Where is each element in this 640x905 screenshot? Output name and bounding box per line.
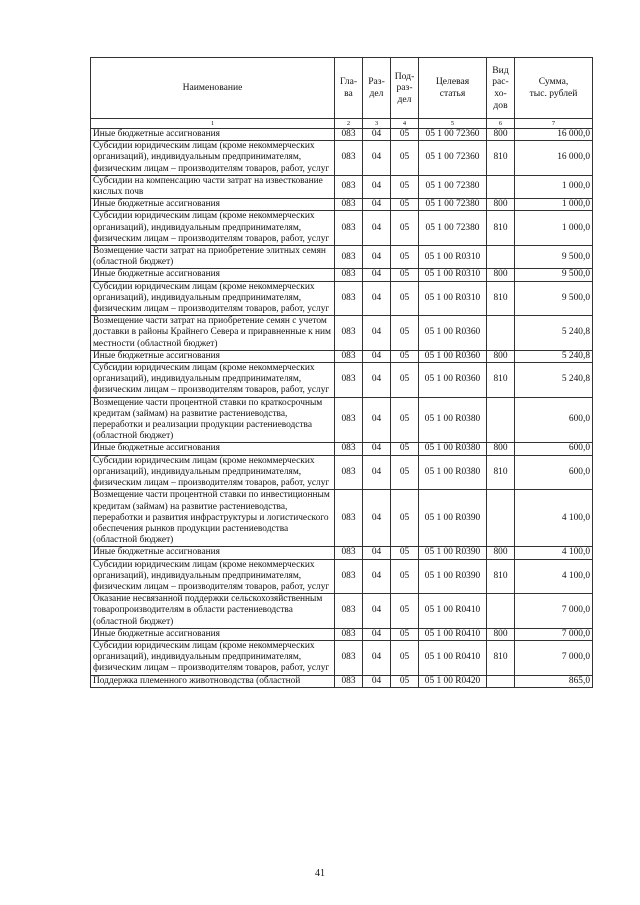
cell-name: Иные бюджетные ассигнования xyxy=(91,350,335,362)
cell-expense-type: 800 xyxy=(487,269,515,281)
cell-sum: 600,0 xyxy=(515,443,593,455)
cell-podrazdel: 05 xyxy=(391,443,419,455)
cell-sum: 600,0 xyxy=(515,397,593,443)
cell-glava: 083 xyxy=(335,547,363,559)
cell-podrazdel: 05 xyxy=(391,547,419,559)
cell-podrazdel: 05 xyxy=(391,246,419,269)
cell-sum: 4 100,0 xyxy=(515,547,593,559)
cell-podrazdel: 05 xyxy=(391,455,419,490)
cell-name: Субсидии юридическим лицам (кроме некоммерческих организаций), индивидуальным предпринимателям, физическим лицам – производителям товаров, работ, услуг xyxy=(91,363,335,398)
header-target-article: Целевая статья xyxy=(419,58,487,119)
cell-expense-type xyxy=(487,675,515,687)
cell-glava: 083 xyxy=(335,281,363,316)
cell-name: Субсидии юридическим лицам (кроме некоммерческих организаций), индивидуальным предпринимателям, физическим лицам – производителям товаров, работ, услуг xyxy=(91,455,335,490)
cell-glava: 083 xyxy=(335,141,363,176)
cell-name: Возмещение части затрат на приобретение семян с учетом доставки в районы Крайнего Севера и приравненные к ним местности (областной бюджет) xyxy=(91,316,335,351)
cell-expense-type: 810 xyxy=(487,211,515,246)
cell-target-article: 05 1 00 R0410 xyxy=(419,640,487,675)
cell-expense-type: 810 xyxy=(487,141,515,176)
cell-expense-type: 810 xyxy=(487,640,515,675)
cell-glava: 083 xyxy=(335,628,363,640)
cell-razdel: 04 xyxy=(363,211,391,246)
cell-expense-type: 810 xyxy=(487,363,515,398)
table-row xyxy=(91,199,593,211)
cell-sum: 5 240,8 xyxy=(515,350,593,362)
cell-sum: 4 100,0 xyxy=(515,490,593,547)
cell-target-article: 05 1 00 72360 xyxy=(419,141,487,176)
cell-razdel: 04 xyxy=(363,350,391,362)
table-row xyxy=(91,455,593,490)
cell-name: Возмещение части процентной ставки по краткосрочным кредитам (займам) на развитие растениеводства, переработки и реализации продукции растениеводства (областной бюджет) xyxy=(91,397,335,443)
cell-name: Возмещение части процентной ставки по инвестиционным кредитам (займам) на развитие растениеводства, переработки и развития инфраструктуры и логистического обеспечения рынков продукции растениеводства (областной бюджет) xyxy=(91,490,335,547)
cell-razdel: 04 xyxy=(363,175,391,198)
cell-name: Субсидии юридическим лицам (кроме некоммерческих организаций), индивидуальным предпринимателям, физическим лицам – производителям товаров, работ, услуг xyxy=(91,640,335,675)
header-razdel: Раз- дел xyxy=(363,58,391,119)
cell-name: Иные бюджетные ассигнования xyxy=(91,547,335,559)
cell-podrazdel: 05 xyxy=(391,175,419,198)
cell-glava: 083 xyxy=(335,129,363,141)
cell-podrazdel: 05 xyxy=(391,675,419,687)
cell-sum: 1 000,0 xyxy=(515,211,593,246)
cell-podrazdel: 05 xyxy=(391,363,419,398)
table-row xyxy=(91,640,593,675)
page-number: 41 xyxy=(315,868,325,879)
cell-name: Возмещение части затрат на приобретение элитных семян (областной бюджет) xyxy=(91,246,335,269)
cell-target-article: 05 1 00 R0380 xyxy=(419,455,487,490)
column-number-row xyxy=(91,119,593,129)
cell-name: Субсидии юридическим лицам (кроме некоммерческих организаций), индивидуальным предпринимателям, физическим лицам – производителям товаров, работ, услуг xyxy=(91,281,335,316)
cell-target-article: 05 1 00 72380 xyxy=(419,175,487,198)
cell-name: Иные бюджетные ассигнования xyxy=(91,628,335,640)
cell-glava: 083 xyxy=(335,269,363,281)
cell-target-article: 05 1 00 72380 xyxy=(419,199,487,211)
cell-name: Поддержка племенного животноводства (областной xyxy=(91,675,335,687)
cell-expense-type xyxy=(487,316,515,351)
cell-razdel: 04 xyxy=(363,675,391,687)
table-body xyxy=(91,129,593,688)
cell-target-article: 05 1 00 R0310 xyxy=(419,281,487,316)
table-row xyxy=(91,281,593,316)
table-row xyxy=(91,594,593,629)
table-row xyxy=(91,246,593,269)
header-sum: Сумма, тыс. рублей xyxy=(515,58,593,119)
cell-podrazdel: 05 xyxy=(391,141,419,176)
cell-podrazdel: 05 xyxy=(391,628,419,640)
cell-glava: 083 xyxy=(335,211,363,246)
cell-sum: 5 240,8 xyxy=(515,316,593,351)
cell-expense-type xyxy=(487,175,515,198)
cell-name: Субсидии на компенсацию части затрат на известкование кислых почв xyxy=(91,175,335,198)
cell-target-article: 05 1 00 R0360 xyxy=(419,316,487,351)
cell-razdel: 04 xyxy=(363,199,391,211)
cell-razdel: 04 xyxy=(363,455,391,490)
table-row xyxy=(91,559,593,594)
cell-sum: 865,0 xyxy=(515,675,593,687)
table-row xyxy=(91,211,593,246)
column-number: 5 xyxy=(419,119,487,129)
cell-target-article: 05 1 00 R0360 xyxy=(419,350,487,362)
column-number: 7 xyxy=(515,119,593,129)
cell-razdel: 04 xyxy=(363,246,391,269)
cell-name: Оказание несвязанной поддержки сельскохозяйственным товаропроизводителям в области растениеводства (областной бюджет) xyxy=(91,594,335,629)
cell-glava: 083 xyxy=(335,246,363,269)
cell-podrazdel: 05 xyxy=(391,199,419,211)
cell-sum: 1 000,0 xyxy=(515,199,593,211)
cell-sum: 1 000,0 xyxy=(515,175,593,198)
cell-sum: 5 240,8 xyxy=(515,363,593,398)
table-row xyxy=(91,363,593,398)
cell-sum: 9 500,0 xyxy=(515,246,593,269)
cell-target-article: 05 1 00 R0310 xyxy=(419,269,487,281)
cell-sum: 16 000,0 xyxy=(515,141,593,176)
budget-table xyxy=(90,57,593,688)
cell-podrazdel: 05 xyxy=(391,281,419,316)
cell-podrazdel: 05 xyxy=(391,211,419,246)
column-number: 4 xyxy=(391,119,419,129)
cell-glava: 083 xyxy=(335,175,363,198)
table-row xyxy=(91,175,593,198)
cell-expense-type: 810 xyxy=(487,559,515,594)
cell-target-article: 05 1 00 R0380 xyxy=(419,443,487,455)
cell-name: Иные бюджетные ассигнования xyxy=(91,443,335,455)
cell-podrazdel: 05 xyxy=(391,594,419,629)
cell-glava: 083 xyxy=(335,594,363,629)
cell-glava: 083 xyxy=(335,397,363,443)
cell-podrazdel: 05 xyxy=(391,316,419,351)
cell-expense-type xyxy=(487,490,515,547)
cell-sum: 7 000,0 xyxy=(515,594,593,629)
table-row xyxy=(91,397,593,443)
cell-expense-type: 800 xyxy=(487,350,515,362)
cell-expense-type: 800 xyxy=(487,199,515,211)
cell-glava: 083 xyxy=(335,455,363,490)
cell-name: Субсидии юридическим лицам (кроме некоммерческих организаций), индивидуальным предпринимателям, физическим лицам – производителям товаров, работ, услуг xyxy=(91,141,335,176)
cell-name: Иные бюджетные ассигнования xyxy=(91,129,335,141)
header-expense-type: Вид рас- хо- дов xyxy=(487,58,515,119)
table-row xyxy=(91,547,593,559)
cell-expense-type xyxy=(487,397,515,443)
cell-name: Субсидии юридическим лицам (кроме некоммерческих организаций), индивидуальным предпринимателям, физическим лицам – производителям товаров, работ, услуг xyxy=(91,211,335,246)
cell-glava: 083 xyxy=(335,350,363,362)
cell-expense-type: 810 xyxy=(487,281,515,316)
cell-podrazdel: 05 xyxy=(391,350,419,362)
column-number: 1 xyxy=(91,119,335,129)
cell-sum: 9 500,0 xyxy=(515,281,593,316)
column-number: 2 xyxy=(335,119,363,129)
table-row xyxy=(91,675,593,687)
cell-glava: 083 xyxy=(335,559,363,594)
cell-glava: 083 xyxy=(335,363,363,398)
cell-razdel: 04 xyxy=(363,269,391,281)
cell-expense-type: 800 xyxy=(487,628,515,640)
table-row xyxy=(91,350,593,362)
cell-razdel: 04 xyxy=(363,141,391,176)
cell-target-article: 05 1 00 R0420 xyxy=(419,675,487,687)
column-number: 6 xyxy=(487,119,515,129)
cell-razdel: 04 xyxy=(363,281,391,316)
cell-podrazdel: 05 xyxy=(391,397,419,443)
cell-sum: 7 000,0 xyxy=(515,640,593,675)
cell-target-article: 05 1 00 R0390 xyxy=(419,559,487,594)
cell-glava: 083 xyxy=(335,443,363,455)
cell-glava: 083 xyxy=(335,640,363,675)
table-row xyxy=(91,269,593,281)
cell-target-article: 05 1 00 72380 xyxy=(419,211,487,246)
cell-razdel: 04 xyxy=(363,443,391,455)
cell-podrazdel: 05 xyxy=(391,490,419,547)
cell-sum: 4 100,0 xyxy=(515,559,593,594)
cell-name: Субсидии юридическим лицам (кроме некоммерческих организаций), индивидуальным предпринимателям, физическим лицам – производителям товаров, работ, услуг xyxy=(91,559,335,594)
cell-expense-type xyxy=(487,246,515,269)
cell-expense-type: 810 xyxy=(487,455,515,490)
cell-sum: 7 000,0 xyxy=(515,628,593,640)
table-header-row xyxy=(91,58,593,119)
cell-podrazdel: 05 xyxy=(391,640,419,675)
cell-target-article: 05 1 00 R0360 xyxy=(419,363,487,398)
cell-target-article: 05 1 00 R0410 xyxy=(419,628,487,640)
column-number: 3 xyxy=(363,119,391,129)
cell-glava: 083 xyxy=(335,199,363,211)
cell-razdel: 04 xyxy=(363,594,391,629)
table-row xyxy=(91,129,593,141)
table-row xyxy=(91,141,593,176)
cell-razdel: 04 xyxy=(363,640,391,675)
cell-glava: 083 xyxy=(335,675,363,687)
cell-sum: 600,0 xyxy=(515,455,593,490)
cell-target-article: 05 1 00 R0380 xyxy=(419,397,487,443)
cell-sum: 16 000,0 xyxy=(515,129,593,141)
cell-expense-type xyxy=(487,594,515,629)
cell-razdel: 04 xyxy=(363,397,391,443)
cell-razdel: 04 xyxy=(363,628,391,640)
cell-glava: 083 xyxy=(335,490,363,547)
cell-podrazdel: 05 xyxy=(391,559,419,594)
cell-glava: 083 xyxy=(335,316,363,351)
cell-razdel: 04 xyxy=(363,490,391,547)
cell-razdel: 04 xyxy=(363,547,391,559)
header-glava: Гла- ва xyxy=(335,58,363,119)
cell-podrazdel: 05 xyxy=(391,129,419,141)
cell-sum: 9 500,0 xyxy=(515,269,593,281)
table-row xyxy=(91,316,593,351)
header-podrazdel: Под- раз- дел xyxy=(391,58,419,119)
cell-name: Иные бюджетные ассигнования xyxy=(91,199,335,211)
cell-target-article: 05 1 00 R0410 xyxy=(419,594,487,629)
cell-target-article: 05 1 00 R0390 xyxy=(419,490,487,547)
header-name: Наименование xyxy=(91,58,335,119)
cell-expense-type: 800 xyxy=(487,129,515,141)
cell-expense-type: 800 xyxy=(487,443,515,455)
cell-name: Иные бюджетные ассигнования xyxy=(91,269,335,281)
cell-target-article: 05 1 00 R0390 xyxy=(419,547,487,559)
cell-podrazdel: 05 xyxy=(391,269,419,281)
table-row xyxy=(91,490,593,547)
cell-razdel: 04 xyxy=(363,559,391,594)
table-row xyxy=(91,628,593,640)
cell-target-article: 05 1 00 R0310 xyxy=(419,246,487,269)
cell-expense-type: 800 xyxy=(487,547,515,559)
cell-razdel: 04 xyxy=(363,129,391,141)
table-row xyxy=(91,443,593,455)
cell-razdel: 04 xyxy=(363,363,391,398)
cell-target-article: 05 1 00 72360 xyxy=(419,129,487,141)
cell-razdel: 04 xyxy=(363,316,391,351)
